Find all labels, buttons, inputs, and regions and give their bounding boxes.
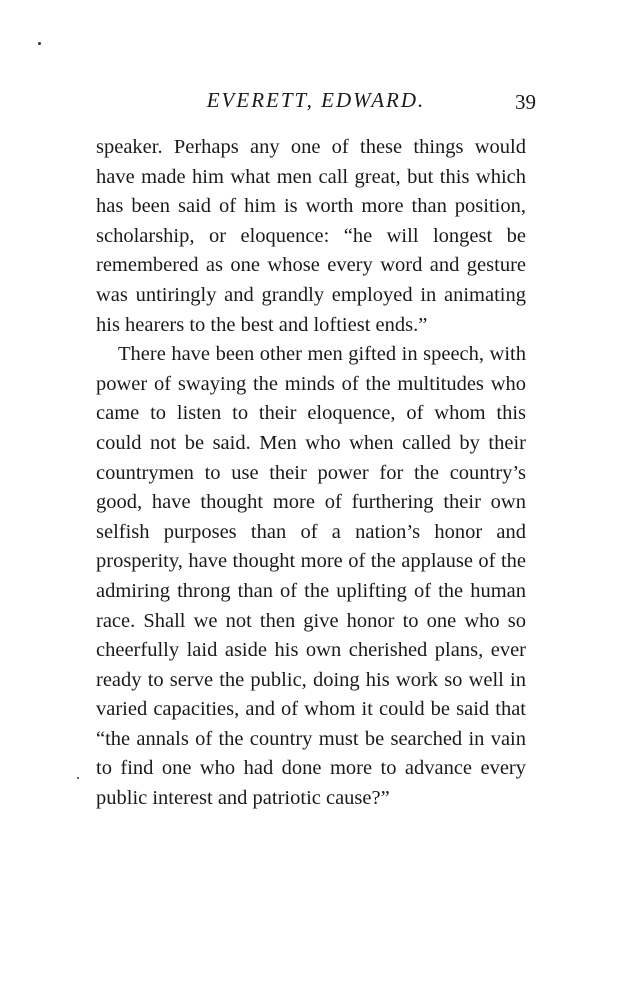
scan-speck — [38, 42, 41, 45]
running-head: EVERETT, EDWARD. — [206, 88, 426, 112]
page-header — [96, 88, 536, 118]
body-text — [96, 133, 526, 814]
page-number: 39 — [515, 90, 536, 114]
paragraph-1: speaker. Perhaps any one of these things would have made him what men call great, but this which has been said of him is worth more than position, scholarship, or eloquence: “he will longest be remembered as one whose every word and gesture was untiringly and grandly employed in animating his hearers to the best and loftiest ends.” — [96, 136, 526, 336]
scan-speck — [77, 777, 79, 779]
paragraph-2: There have been other men gifted in speech, with power of swaying the minds of the multitudes who came to listen to their eloquence, of whom this could not be said. Men who when called by their countrymen to use their power for the country’s good, have thought more of furthering their own selfish purposes than of a nation’s honor and prosperity, have thought more of the applause of the admiring throng than of the uplifting of the human race. Shall we not then give honor to one who so cheerfully laid aside his own cherished plans, ever ready to serve the public, doing his work so well in varied capacities, and of whom it could be said that “the annals of the country must be searched in vain to find one who had done more to advance every public interest and patriotic cause?” — [96, 343, 526, 810]
